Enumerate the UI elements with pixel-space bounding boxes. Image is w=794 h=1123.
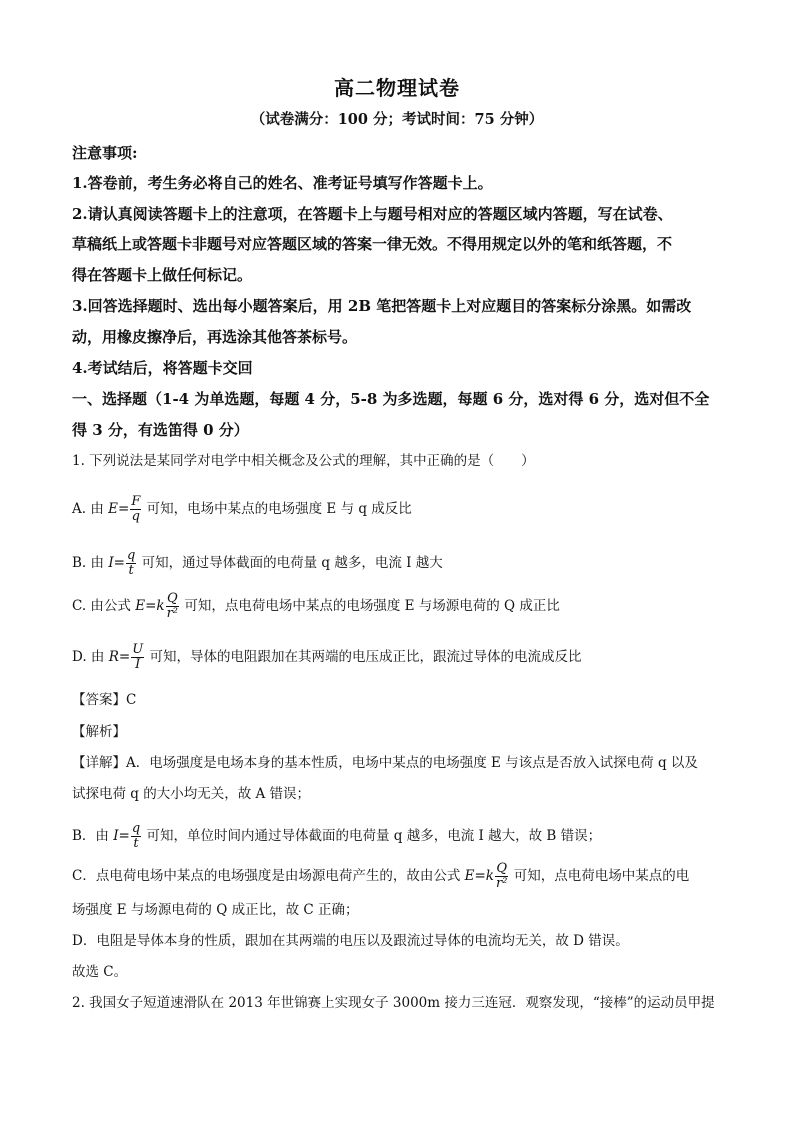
fraction-numerator: Q [496, 861, 508, 876]
exam-title: 高二物理试卷 [334, 76, 460, 100]
formula-lhs: E= [108, 501, 130, 517]
notice-item: 动，用橡皮擦净后，再选涂其他答茶标号。 [72, 328, 358, 346]
notice-item: 2.请认真阅读答题卡上的注意项，在答题卡上与题号相对应的答题区域内答题，写在试卷、 [72, 205, 673, 223]
fraction-numerator: F [131, 494, 141, 509]
analysis-label: 【解析】 [72, 724, 126, 740]
conclusion: 故选 C。 [72, 964, 128, 980]
option-d-prefix: D. 由 [72, 649, 105, 665]
notice-item: 草稿纸上或答题卡非题号对应答题区域的答案一律无效。不得用规定以外的笔和纸答题，不 [72, 235, 673, 253]
notice-heading: 注意事项: [72, 144, 138, 162]
fraction-denominator: t [128, 563, 134, 578]
fraction [126, 549, 136, 578]
detail-c-prefix: C．点电荷电场中某点的电场强度是由场源电荷产生的，故由公式 [72, 868, 461, 884]
fraction [166, 592, 179, 621]
detail-line: 试探电荷 q 的大小均无关，故 A 错误； [72, 786, 311, 802]
detail-c [72, 862, 732, 891]
detail-line: 【详解】A．电场强度是电场本身的基本性质，电场中某点的电场强度 E 与该点是否放入试探电荷 q 以及 [72, 755, 698, 771]
option-b-prefix: B. 由 [72, 555, 105, 571]
notice-item: 3.回答选择题时、选出每小题答案后，用 2B 笔把答题卡上对应题目的答案标分涂黑。如需改 [72, 297, 692, 315]
option-c-prefix: C. 由公式 [72, 598, 131, 614]
fraction-denominator: I [135, 657, 141, 672]
fraction-numerator: U [132, 642, 144, 657]
formula-lhs: E=k [464, 868, 494, 884]
section-heading-cont: 得 3 分，有选笛得 0 分） [72, 421, 249, 439]
fraction-numerator: Q [166, 591, 178, 606]
fraction-numerator: q [126, 548, 136, 563]
option-a-prefix: A. 由 [72, 501, 104, 517]
option-d-text: 可知，导体的电阻跟加在其两端的电压成正比，跟流过导体的电流成反比 [149, 649, 582, 665]
formula-lhs: I= [108, 555, 125, 571]
option-b [72, 549, 732, 578]
exam-subtitle: （试卷满分：100 分；考试时间：75 分钟） [250, 111, 544, 128]
formula-lhs: I= [113, 828, 130, 844]
section-heading: 一、选择题（1-4 为单选题，每题 4 分，5-8 为多选题，每题 6 分，选对得 6 分，选对但不全 [72, 390, 710, 408]
detail-b-prefix: B．由 [72, 828, 109, 844]
fraction [130, 495, 141, 524]
option-a [72, 495, 732, 524]
fraction-denominator: q [131, 509, 140, 524]
notice-item: 1.答卷前，考生务必将自己的姓名、准考证号填写作答题卡上。 [72, 174, 493, 192]
question-2-stem: 2. 我国女子短道速滑队在 2013 年世锦赛上实现女子 3000m 接力三连冠．观察发现，“接棒”的运动员甲提 [72, 995, 715, 1011]
fraction-denominator: r² [496, 876, 508, 891]
option-c [72, 592, 732, 621]
option-a-text: 可知，电场中某点的电场强度 E 与 q 成反比 [146, 501, 412, 517]
fraction [495, 862, 508, 891]
notice-item: 4.考试结后，将答题卡交回 [72, 359, 253, 377]
answer-label: 【答案】C [72, 692, 137, 708]
detail-b [72, 822, 732, 851]
formula-lhs: E=k [135, 598, 165, 614]
detail-line: 场强度 E 与场源电荷的 Q 成正比，故 C 正确； [72, 902, 359, 918]
detail-b-text: 可知，单位时间内通过导体截面的电荷量 q 越多，电流 I 越大，故 B 错误； [146, 828, 602, 844]
fraction [131, 822, 141, 851]
question-1-stem: 1. 下列说法是某同学对电学中相关概念及公式的理解，其中正确的是（ ） [72, 453, 535, 469]
detail-c-text: 可知，点电荷电场中某点的电 [513, 868, 690, 884]
option-b-text: 可知，通过导体截面的电荷量 q 越多，电流 I 越大 [141, 555, 443, 571]
option-c-text: 可知，点电荷电场中某点的电场强度 E 与场源电荷的 Q 成正比 [184, 598, 560, 614]
fraction [131, 643, 144, 672]
fraction-denominator: r² [166, 606, 179, 621]
notice-item: 得在答题卡上做任何标记。 [72, 266, 253, 284]
fraction-numerator: q [131, 821, 141, 836]
fraction-denominator: t [133, 836, 139, 851]
detail-line: D．电阻是导体本身的性质，跟加在其两端的电压以及跟流过导体的电流均无关，故 D 错误。 [72, 933, 629, 949]
formula-lhs: R= [108, 649, 131, 665]
option-d [72, 643, 732, 672]
